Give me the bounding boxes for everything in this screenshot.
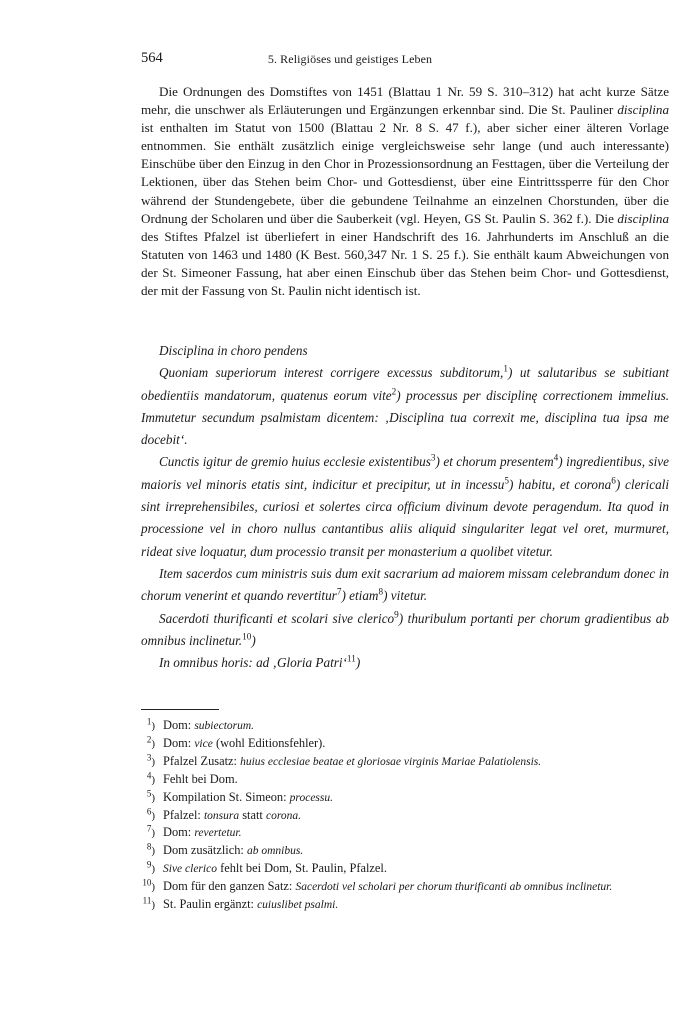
- footnote-text: Dom:: [163, 825, 195, 840]
- footnote-italic: tonsura: [203, 809, 240, 822]
- running-head: 5. Religiöses und geistiges Leben: [267, 52, 433, 66]
- footnote: [141, 789, 669, 807]
- body-text: [141, 83, 669, 300]
- footnote-text: Dom:: [163, 735, 195, 750]
- footnote: [141, 753, 669, 771]
- latin-heading: Disciplina in choro pendens: [159, 343, 308, 358]
- footnote: [141, 878, 669, 896]
- footnote-marker: $^2$): [146, 734, 155, 750]
- footnote-italic: vice: [194, 737, 213, 750]
- footnote: [141, 717, 669, 735]
- footnote: [141, 807, 669, 825]
- page-number: 564: [141, 50, 163, 66]
- italic-term: disciplina: [617, 102, 669, 118]
- text-run: ingredientibus, sive maioris vel minoris etatis sint, indicitur et precipitur, ut in incessu: [141, 454, 669, 492]
- text-run: Die Ordnungen des Domstiftes von 1451 (Blattau 1 Nr. 59 S. 310–312) hat acht kurze Sätze mehr, die unschwer als Erläuterungen und Ergänzungen erkennbar sind. Die St. Pauliner: [141, 84, 669, 118]
- footnote: [141, 824, 669, 842]
- latin-paragraph-3: Item sacerdos cum ministris suis dum exit sacrarium ad maiorem missam celebrandum donec in chorum venerint et quando revertitur$^7$) etiam$^8$) vitetur.: [141, 565, 669, 604]
- text-run: et chorum presentem: [439, 454, 554, 470]
- latin-paragraph-2: Cunctis igitur de gremio huius ecclesie existentibus$^3$) et chorum presentem$^4$) ingredientibus, sive maioris vel minoris etatis sint, indicitur et precipitur, ut in incessu$^5$) habitu, et corona$^6$) clericali sint irreprehensibiles, curiosi et solertes circa officium divinum devote peragendum. Ita quod in processione vel in choro nullus cantantibus aliis aliquid singulariter legat vel oret, murmuret, rideat sive loquatur, dum processio transit per monasterium a quolibet vitetur.: [141, 453, 670, 559]
- italic-term: disciplina: [617, 210, 669, 226]
- footnote-italic: cuiuslibet psalmi.: [257, 899, 339, 912]
- intro-paragraph: [141, 83, 669, 300]
- latin-text: [141, 340, 669, 674]
- footnote-ref: 9: [394, 609, 399, 620]
- footnote-text: Fehlt bei Dom.: [163, 771, 238, 786]
- footnote-marker: $^4$): [146, 770, 155, 786]
- footnote-text: Dom:: [163, 718, 195, 732]
- footnote-ref: 2: [391, 386, 397, 397]
- footnote-text: St. Paulin ergänzt:: [163, 897, 258, 912]
- footnote-marker: $^{11}$): [142, 895, 155, 912]
- text-run: thuribulum portanti per chorum gradientibus ab omnibus inclinetur.: [141, 610, 669, 648]
- footnote-italic: subiectorum.: [194, 720, 255, 732]
- text-run: des Stiftes Pfalzel ist überliefert in einer Handschrift des 16. Jahrhunderts im Anschluß an die Statuten von 1463 und 1480 (K Best. 560,347 Nr. 1 S. 25 f.). Sie enthält kaum Abweichungen von der St. Simeoner Fassung, hat aber einen Einschub über das Stehen beim Chor- und Gottesdienst, der mit der Fassung von St. Paulin nicht identisch ist.: [141, 228, 669, 299]
- footnote-italic: Sive clerico: [163, 863, 217, 876]
- footnote-rule: [141, 709, 219, 710]
- footnote-ref: 6: [611, 475, 616, 486]
- footnote-ref: 1: [503, 363, 508, 374]
- text-run: Item sacerdos cum ministris suis dum exit sacrarium ad maiorem missam celebrandum donec in chorum venerint et quando revertitur: [141, 565, 669, 604]
- footnote-marker: $^8$): [146, 841, 155, 858]
- footnote: [141, 896, 669, 914]
- footnote-ref: 8: [378, 586, 384, 597]
- footnote-italic: huius ecclesiae beatae et gloriosae virginis Mariae Palatiolensis.: [240, 755, 542, 768]
- footnote: [141, 735, 669, 753]
- footnote-ref: 10: [242, 631, 252, 642]
- text-run: processus per disciplinę correctionem immelius. Immutetur secundum psalmistam dicentem: ‚Disciplina tua correxit me, disciplina tua ipsa me docebit‘.: [141, 387, 669, 448]
- footnote-marker: $^5$): [146, 787, 155, 804]
- footnote-text: Dom zusätzlich:: [163, 843, 247, 858]
- text-run: Cunctis igitur de gremio huius ecclesie existentibus: [159, 454, 431, 470]
- text-run: ut salutaribus se subitiant obedientiis mandatorum, quatenus eorum vite: [141, 365, 669, 403]
- footnote-text: fehlt bei Dom, St. Paulin, Pfalzel.: [216, 861, 387, 876]
- footnote-ref: 5: [504, 475, 509, 486]
- footnote-text: (wohl Editionsfehler).: [212, 735, 326, 750]
- footnote-italic: corona.: [265, 809, 301, 822]
- footnote: [141, 842, 669, 860]
- latin-paragraph-5: In omnibus horis: ad ‚Gloria Patri‘$^{11}$): [159, 653, 361, 671]
- text-run: Quoniam superiorum interest corrigere excessus subditorum,: [159, 365, 504, 381]
- text-run: clericali sint irreprehensibiles, curiosi et solertes circa officium divinum devote peragendum. Ita quod in processione vel in choro nullus cantantibus aliis aliquid singulariter legat vel oret, murmuret, rideat sive loquatur, dum processio transit per monasterium a quolibet vitetur.: [141, 476, 670, 559]
- footnote-marker: $^1$): [146, 716, 155, 732]
- footnote-italic: ab omnibus.: [246, 845, 304, 858]
- footnote-marker: $^3$): [146, 752, 155, 768]
- footnote-marker: $^7$): [146, 823, 155, 840]
- footnote-marker: $^9$): [146, 859, 155, 876]
- footnote-marker: $^6$): [146, 805, 155, 822]
- footnotes: [141, 717, 669, 914]
- text-run: etiam: [345, 588, 379, 604]
- latin-paragraph-1: Quoniam superiorum interest corrigere excessus subditorum,$^1$) ut salutaribus se subitiant obedientiis mandatorum, quatenus eorum vite$^2$) processus per disciplinę correctionem immelius. Immutetur secundum psalmistam dicentem: ‚Disciplina tua correxit me, disciplina tua ipsa me docebit‘.: [141, 363, 669, 448]
- text-run: In omnibus horis: ad ‚Gloria Patri‘: [159, 655, 347, 671]
- footnote-text: Pfalzel Zusatz:: [163, 753, 241, 768]
- text-run: ist enthalten im Statut von 1500 (Blattau 2 Nr. 8 S. 47 f.), aber sicher einer älteren Vorlage entnommen. Sie enthält zusätzlich einige vergleichsweise sehr lange (und auch interessante) Einschübe über den Einzug in den Chor in Prozessionsordnung an Festtagen, über die Verteilung der Lektionen, über das Stehen beim Chor- und Gottesdienst, über eine Eintrittssperre für den Chor während der Stundengebete, über die gebundene Teilnahme an einzelnen Chorstunden, über die Ordnung der Scholaren und über die Sauberkeit (vgl. Heyen, GS St. Paulin S. 362 f.). Die: [141, 120, 669, 226]
- latin-paragraph-4: Sacerdoti thurificanti et scolari sive clerico$^9$) thuribulum portanti per chorum gradientibus ab omnibus inclinetur.$^{10}$): [141, 609, 669, 648]
- footnote-text: statt: [239, 807, 266, 822]
- footnote-ref: 7: [336, 586, 342, 597]
- footnote-italic: Sacerdoti vel scholari per chorum thurificanti ab omnibus inclinetur.: [295, 881, 613, 894]
- footnote-ref: 3: [430, 453, 436, 464]
- footnote-text: Kompilation St. Simeon:: [163, 789, 290, 804]
- footnote-italic: processu.: [289, 791, 334, 804]
- text-run: Sacerdoti thurificanti et scolari sive clerico: [159, 610, 395, 626]
- footnote-text: Pfalzel:: [163, 807, 204, 822]
- footnote-marker: $^{10}$): [142, 877, 155, 894]
- footnote-italic: revertetur.: [194, 827, 242, 840]
- footnote-ref: 4: [553, 453, 559, 464]
- text-run: habitu, et corona: [513, 476, 612, 492]
- footnote: [141, 771, 669, 789]
- footnote-ref: 11: [346, 653, 356, 664]
- footnote-text: Dom für den ganzen Satz:: [163, 879, 296, 894]
- footnote: [141, 860, 669, 878]
- text-run: vitetur.: [387, 588, 428, 604]
